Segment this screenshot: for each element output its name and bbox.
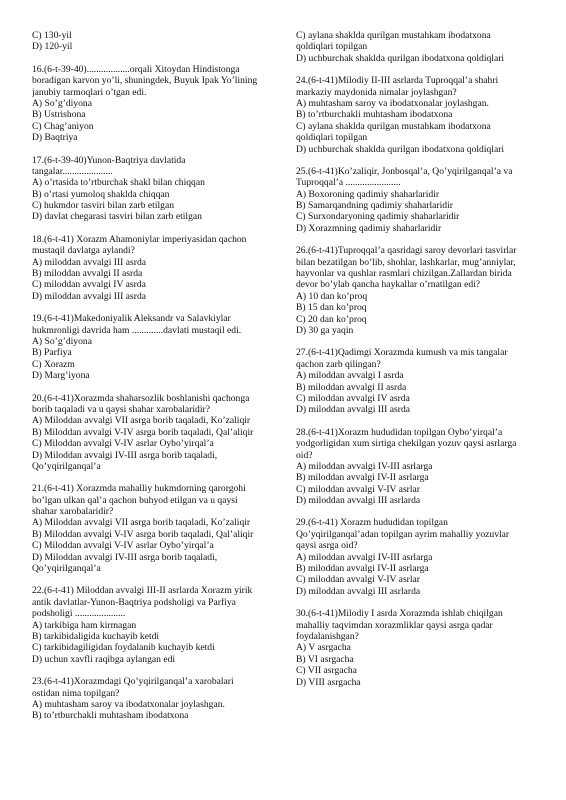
question-text: qoldiqlari topilgan bbox=[296, 41, 368, 53]
question-text: mustaqil davlatga aylandi? bbox=[32, 245, 135, 257]
answer-option: A) miloddan avvalgi IV-III asrlarga bbox=[296, 551, 433, 563]
answer-option: D) miloddan avvalgi III asrlarda bbox=[296, 585, 421, 597]
answer-option: B) miloddan avvalgi II asrda bbox=[296, 381, 407, 393]
question-block bbox=[32, 676, 294, 722]
answer-option: B) to’rtburchakli muhtasham ibodatxona bbox=[296, 109, 453, 121]
answer-option: B) Samarqandning qadimiy shaharlaridir bbox=[296, 200, 453, 212]
question-text: 21.(6-t-41) Xorazmda mahalliy hukmdorning qarorgohi bbox=[32, 483, 246, 495]
answer-option: D) uchburchak shaklda qurilgan ibodatxona qoldiqlari bbox=[296, 143, 505, 155]
question-block bbox=[296, 166, 558, 234]
answer-option: B) miloddan avvalgi IV-II asrlarga bbox=[296, 472, 429, 484]
answer-option: C) Surxondaryoning qadimiy shaharlaridir bbox=[296, 211, 460, 223]
answer-option: C) 20 dan ko’proq bbox=[296, 313, 367, 325]
question-text: shahar xarobalaridir? bbox=[32, 506, 114, 518]
answer-option: D) miloddan avvalgi III asrda bbox=[296, 404, 411, 416]
answer-option: C) aylana shaklda qurilgan mustahkam ibodatxona bbox=[296, 120, 491, 132]
answer-option: D) 120-yil bbox=[32, 41, 73, 53]
question-text: qoldiqlari topilgan bbox=[296, 132, 368, 144]
answer-option: A) miloddan avvalgi I asrda bbox=[296, 370, 404, 382]
question-text: janubiy tarmoqlari o’tgan edi. bbox=[32, 86, 147, 98]
question-block bbox=[296, 347, 558, 415]
question-text: qaysi asrga oid? bbox=[296, 540, 358, 552]
question-text: borib taqaladi va u qaysi shahar xarobalaridir? bbox=[32, 403, 210, 415]
question-block bbox=[32, 393, 294, 473]
answer-option: B) tarkibidaligida kuchayib ketdi bbox=[32, 630, 160, 642]
question-text: 24.(6-t-41)Milodiy II-III asrlarda Tuproqqal’a shahri bbox=[296, 75, 499, 87]
question-block bbox=[296, 30, 558, 64]
question-text: mahalliy taqvimdan xorazmliklar qaysi asrga qadar bbox=[296, 619, 493, 631]
answer-option: C) Miloddan avvalgi V-IV asrlar Oybo’yirqal’a bbox=[32, 438, 214, 450]
answer-option: B) VI asrgacha bbox=[296, 653, 354, 665]
answer-option: D) miloddan avvalgi III asrda bbox=[32, 290, 147, 302]
answer-option: A) muhtasham saroy va ibodatxonalar joylashgan. bbox=[32, 698, 225, 710]
question-text: 16.(6-t-39-40)..................orqali Xitoydan Hindistonga bbox=[32, 63, 240, 75]
answer-option: C) Xorazm bbox=[32, 358, 75, 370]
answer-option: D) Baqtriya bbox=[32, 132, 78, 144]
answer-option: A) So’g’diyona bbox=[32, 335, 92, 347]
question-text: 19.(6-t-41)Makedoniyalik Aleksandr va Salavkiylar bbox=[32, 313, 231, 325]
answer-option: D) uchburchak shaklda qurilgan ibodatxona qoldiqlari bbox=[296, 52, 505, 64]
question-text: 26.(6-t-41)Tuproqqal’a qasridagi saroy devorlari tasvirlar bbox=[296, 245, 517, 257]
question-text: tangalar..................... bbox=[32, 165, 113, 177]
answer-option: A) tarkibiga ham kirmagan bbox=[32, 619, 137, 631]
question-text: antik davlatlar-Yunon-Baqtriya podsholigi va Parfiya bbox=[32, 596, 236, 608]
answer-option: C) VII asrgacha bbox=[296, 665, 357, 677]
question-text: 30.(6-t-41)Milodiy I asrda Xorazmda ishlab chiqilgan bbox=[296, 608, 503, 620]
answer-option: A) V asrgacha bbox=[296, 642, 351, 654]
answer-option: A) Boxoroning qadimiy shaharlaridir bbox=[296, 188, 440, 200]
answer-option: A) 10 dan ko’proq bbox=[296, 290, 368, 302]
question-text: ostidan nima topilgan? bbox=[32, 687, 120, 699]
question-text: 28.(6-t-41)Xorazm hududidan topilgan Oybo’yirqal’a bbox=[296, 426, 503, 438]
answer-option: B) Miloddan avvalgi V-IV asrga borib taqaladi, Qal’aliqir bbox=[32, 528, 254, 540]
question-block bbox=[296, 517, 558, 597]
question-block bbox=[32, 585, 294, 665]
right-column bbox=[296, 30, 558, 699]
question-block bbox=[296, 427, 558, 507]
answer-option: C) miloddan avvalgi IV asrda bbox=[296, 392, 410, 404]
answer-option: B) to’rtburchakli muhtasham ibodatxona bbox=[32, 710, 189, 722]
question-text: qachon zarb qilingan? bbox=[296, 358, 381, 370]
question-text: podsholigi ..................... bbox=[32, 608, 126, 620]
answer-option: B) miloddan avvalgi II asrda bbox=[32, 268, 143, 280]
answer-option: B) o’rtasi yumoloq shaklda chiqqan bbox=[32, 188, 170, 200]
question-text: foydalanishgan? bbox=[296, 630, 359, 642]
answer-option: C) miloddan avvalgi IV asrda bbox=[32, 279, 146, 291]
answer-option: B) Ustrishona bbox=[32, 109, 86, 121]
answer-option: A) muhtasham saroy va ibodatxonalar joylashgan. bbox=[296, 97, 489, 109]
question-block bbox=[296, 608, 558, 688]
question-block bbox=[32, 64, 294, 144]
question-text: 27.(6-t-41)Qadimgi Xorazmda kumush va mis tangalar bbox=[296, 347, 508, 359]
question-text: devor bo’ylab qancha haykallar o’rnatilgan edi? bbox=[296, 279, 481, 291]
question-text: bo’lgan ulkan qal’a qachon buhyod etilgan va u qaysi bbox=[32, 494, 238, 506]
answer-option: D) VIII asrgacha bbox=[296, 676, 361, 688]
question-block bbox=[32, 30, 294, 53]
answer-option: A) o’rtasida to’rtburchak shakl bilan chiqqan bbox=[32, 177, 205, 189]
question-text: 29.(6-t-41) Xorazm hududidan topilgan bbox=[296, 517, 448, 529]
answer-option: C) miloddan avvalgi V-IV asrlar bbox=[296, 574, 420, 586]
answer-option: D) Miloddan avvalgi IV-III asrga borib taqaladi, bbox=[32, 551, 218, 563]
question-text: yodgorligidan xum sirtiga chekilgan yozuv qaysi asrlarga bbox=[296, 438, 517, 450]
question-text: 25.(6-t-41)Ko’zaliqir, Jonbosqal’a, Qo’yqirilganqal’a va bbox=[296, 165, 513, 177]
answer-option: D) Marg’iyona bbox=[32, 370, 90, 382]
answer-option: B) Parfiya bbox=[32, 347, 72, 359]
answer-option: C) 130-yil bbox=[32, 30, 72, 41]
question-block bbox=[296, 75, 558, 155]
answer-option: D) uchun xavfli raqibga aylangan edi bbox=[32, 653, 176, 665]
question-text: 23.(6-t-41)Xorazmdagi Qo’yqirilganqal’a xarobalari bbox=[32, 676, 234, 688]
answer-option: C) tarkibidagiligidan foydalanib kuchayib ketdi bbox=[32, 642, 215, 654]
answer-option: D) 30 ga yaqin bbox=[296, 324, 354, 336]
question-block bbox=[32, 313, 294, 381]
question-text: 22.(6-t-41) Miloddan avvalgi III-II asrlarda Xorazm yirik bbox=[32, 585, 253, 597]
question-text: 18.(6-t-41) Xorazm Ahamoniylar imperiyasidan qachon bbox=[32, 233, 247, 245]
question-text: Qo’yqirilganqal’a bbox=[32, 460, 101, 472]
question-text: markaziy maydonida nimalar joylashgan? bbox=[296, 86, 457, 98]
question-text: boradigan karvon yo’li, shuningdek, Buyuk Ipak Yo’lining bbox=[32, 75, 258, 87]
answer-option: B) 15 dan ko’proq bbox=[296, 302, 367, 314]
answer-option: D) Xorazmning qadimiy shaharlaridir bbox=[296, 222, 442, 234]
question-text: Tuproqqal’a ....................... bbox=[296, 177, 401, 189]
answer-option: A) miloddan avvalgi III asrda bbox=[32, 256, 147, 268]
answer-option: C) Chag’aniyon bbox=[32, 120, 94, 132]
question-text: bilan bezatilgan bo’lib, shohlar, lashkarlar, mug’anniylar, bbox=[296, 256, 516, 268]
answer-option: D) miloddan avvalgi III asrlarda bbox=[296, 495, 421, 507]
question-block bbox=[32, 155, 294, 223]
answer-option: A) Miloddan avvalgi VII asrga borib taqaladi, Ko’zaliqir bbox=[32, 517, 251, 529]
answer-option: D) Miloddan avvalgi IV-III asrga borib taqaladi, bbox=[32, 449, 218, 461]
question-block bbox=[32, 483, 294, 574]
answer-option: C) miloddan avvalgi V-IV asrlar bbox=[296, 483, 420, 495]
answer-option: C) aylana shaklda qurilgan mustahkam ibodatxona bbox=[296, 30, 491, 41]
question-text: hayvonlar va qushlar rasmlari chizilgan.Zallardan birida bbox=[296, 268, 512, 280]
question-text: Qo’yqirilganqal’a bbox=[32, 563, 101, 575]
question-text: oid? bbox=[296, 449, 313, 461]
question-text: Qo’yqirilganqal’adan topilgan ayrim mahalliy yozuvlar bbox=[296, 528, 510, 540]
answer-option: A) Miloddan avvalgi VII asrga borib taqaladi, Ko’zaliqir bbox=[32, 415, 251, 427]
question-text: hukmronligi davrida ham .............davlati mustaqil edi. bbox=[32, 324, 242, 336]
answer-option: B) miloddan avvalgi IV-II asrlarga bbox=[296, 563, 429, 575]
answer-option: A) miloddan avvalgi IV-III asrlarga bbox=[296, 460, 433, 472]
question-text: 17.(6-t-39-40)Yunon-Baqtriya davlatida bbox=[32, 154, 186, 166]
answer-option: A) So’g’diyona bbox=[32, 97, 92, 109]
question-block bbox=[32, 234, 294, 302]
answer-option: D) davlat chegarasi tasviri bilan zarb etilgan bbox=[32, 211, 202, 223]
answer-option: C) Miloddan avvalgi V-IV asrlar Oybo’yirqal’a bbox=[32, 540, 214, 552]
question-text: 20.(6-t-41)Xorazmda shaharsozlik boshlanishi qachonga bbox=[32, 392, 250, 404]
left-column bbox=[32, 30, 294, 733]
answer-option: B) Miloddan avvalgi V-IV asrga borib taqaladi, Qal’aliqir bbox=[32, 426, 254, 438]
question-block bbox=[296, 245, 558, 336]
answer-option: C) hukmdor tasviri bilan zarb etilgan bbox=[32, 200, 175, 212]
